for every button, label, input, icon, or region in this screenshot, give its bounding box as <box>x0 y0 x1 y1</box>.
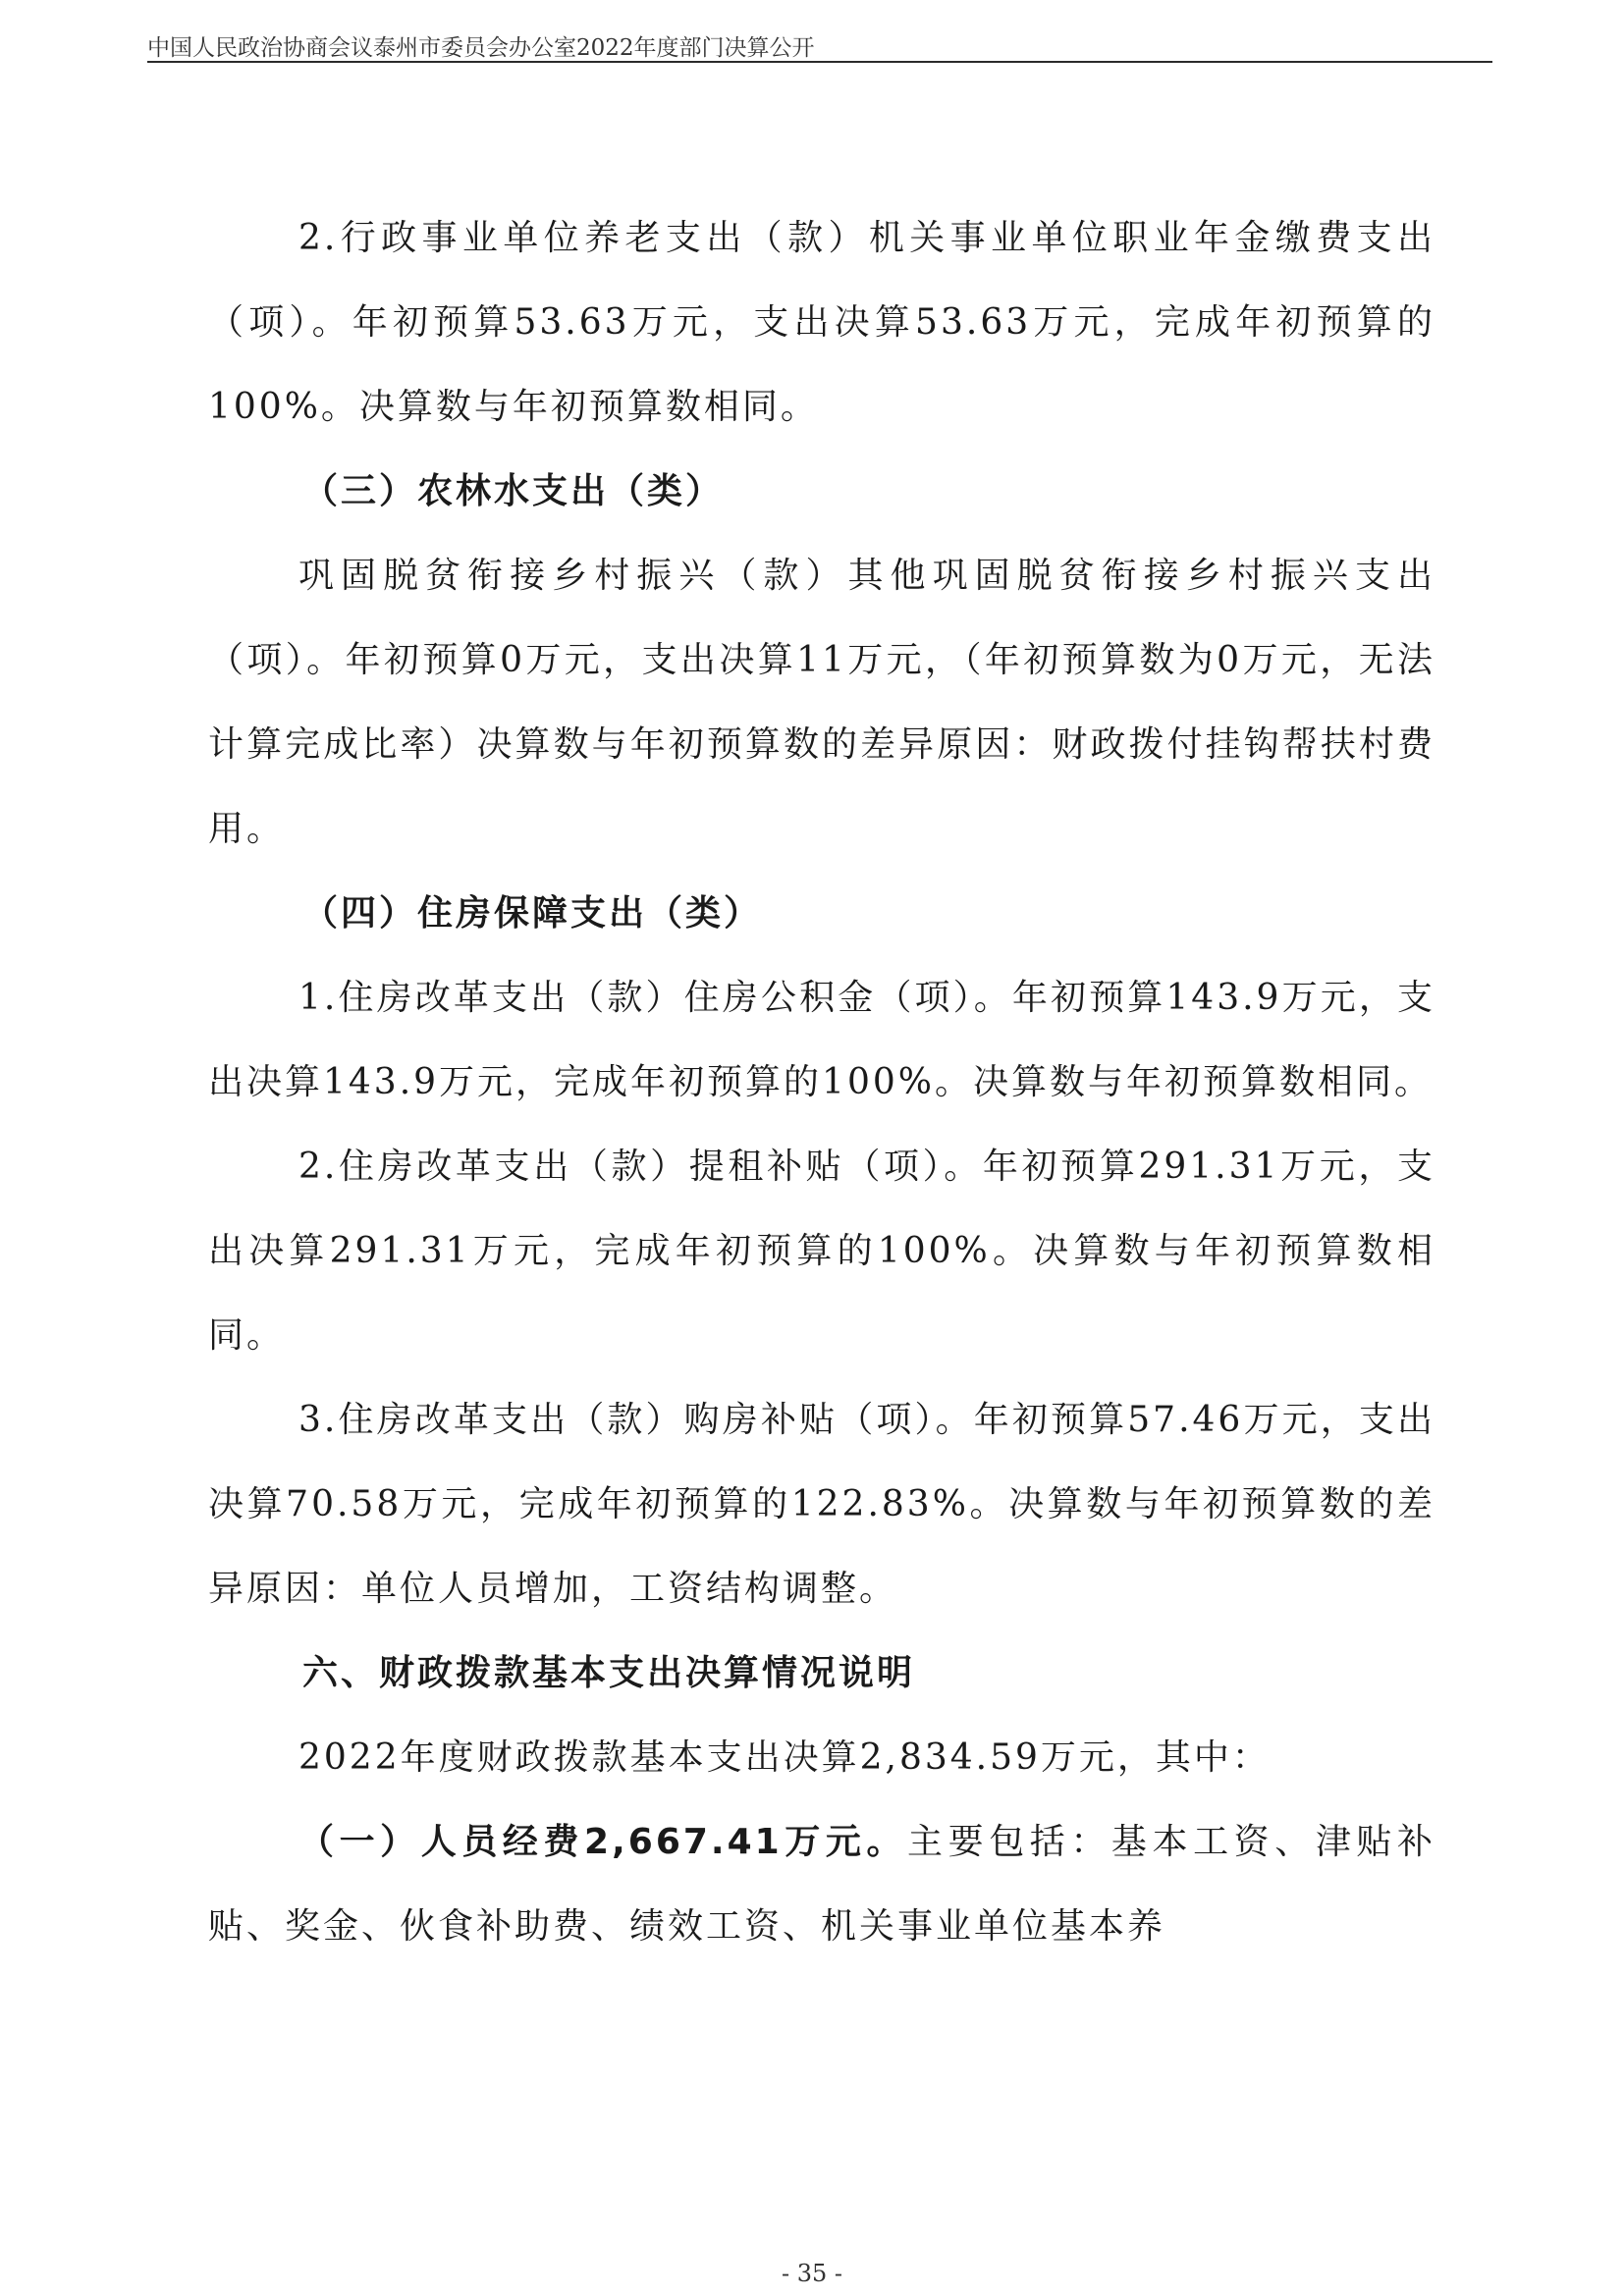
paragraph-rural-revitalization: 巩固脱贫衔接乡村振兴（款）其他巩固脱贫衔接乡村振兴支出（项）。年初预算0万元，支出决算11万元，（年初预算数为0万元，无法计算完成比率）决算数与年初预算数的差异原因：财政拨付挂钩帮扶村费用。 <box>208 556 1435 849</box>
personnel-expenses-detail: 主要包括：基本工资、津贴补贴、奖金、伙食补助费、绩效工资、机关事业单位基本养 <box>208 1822 1435 1947</box>
paragraph-basic-expenditure-total: 2022年度财政拨款基本支出决算2,834.59万元，其中： <box>298 1737 1271 1778</box>
document-body <box>208 196 1435 1969</box>
page-header <box>147 22 1492 63</box>
section-heading-basic-expenditure: 六、财政拨款基本支出决算情况说明 <box>302 1653 916 1693</box>
section-heading-housing: （四）住房保障支出（类） <box>302 893 763 934</box>
page-number: - 35 - <box>781 2260 842 2287</box>
personnel-expenses-lead: （一）人员经费2,667.41万元。 <box>298 1822 908 1862</box>
paragraph-housing-fund: 1.住房改革支出（款）住房公积金（项）。年初预算143.9万元，支出决算143.9万元，完成年初预算的100%。决算数与年初预算数相同。 <box>208 978 1435 1102</box>
paragraph-personnel-expenses <box>208 1800 1435 1969</box>
paragraph-pension-annuity: 2.行政事业单位养老支出（款）机关事业单位职业年金缴费支出（项）。年初预算53.63万元，支出决算53.63万元，完成年初预算的100%。决算数与年初预算数相同。 <box>208 218 1435 427</box>
paragraph-housing-purchase-subsidy: 3.住房改革支出（款）购房补贴（项）。年初预算57.46万元，支出决算70.58万元，完成年初预算的122.83%。决算数与年初预算数的差异原因：单位人员增加，工资结构调整。 <box>208 1400 1435 1609</box>
section-heading-agriculture: （三）农林水支出（类） <box>302 471 725 511</box>
header-title: 中国人民政治协商会议泰州市委员会办公室2022年度部门决算公开 <box>147 35 815 61</box>
paragraph-rent-subsidy: 2.住房改革支出（款）提租补贴（项）。年初预算291.31万元，支出决算291.31万元，完成年初预算的100%。决算数与年初预算数相同。 <box>208 1147 1435 1356</box>
